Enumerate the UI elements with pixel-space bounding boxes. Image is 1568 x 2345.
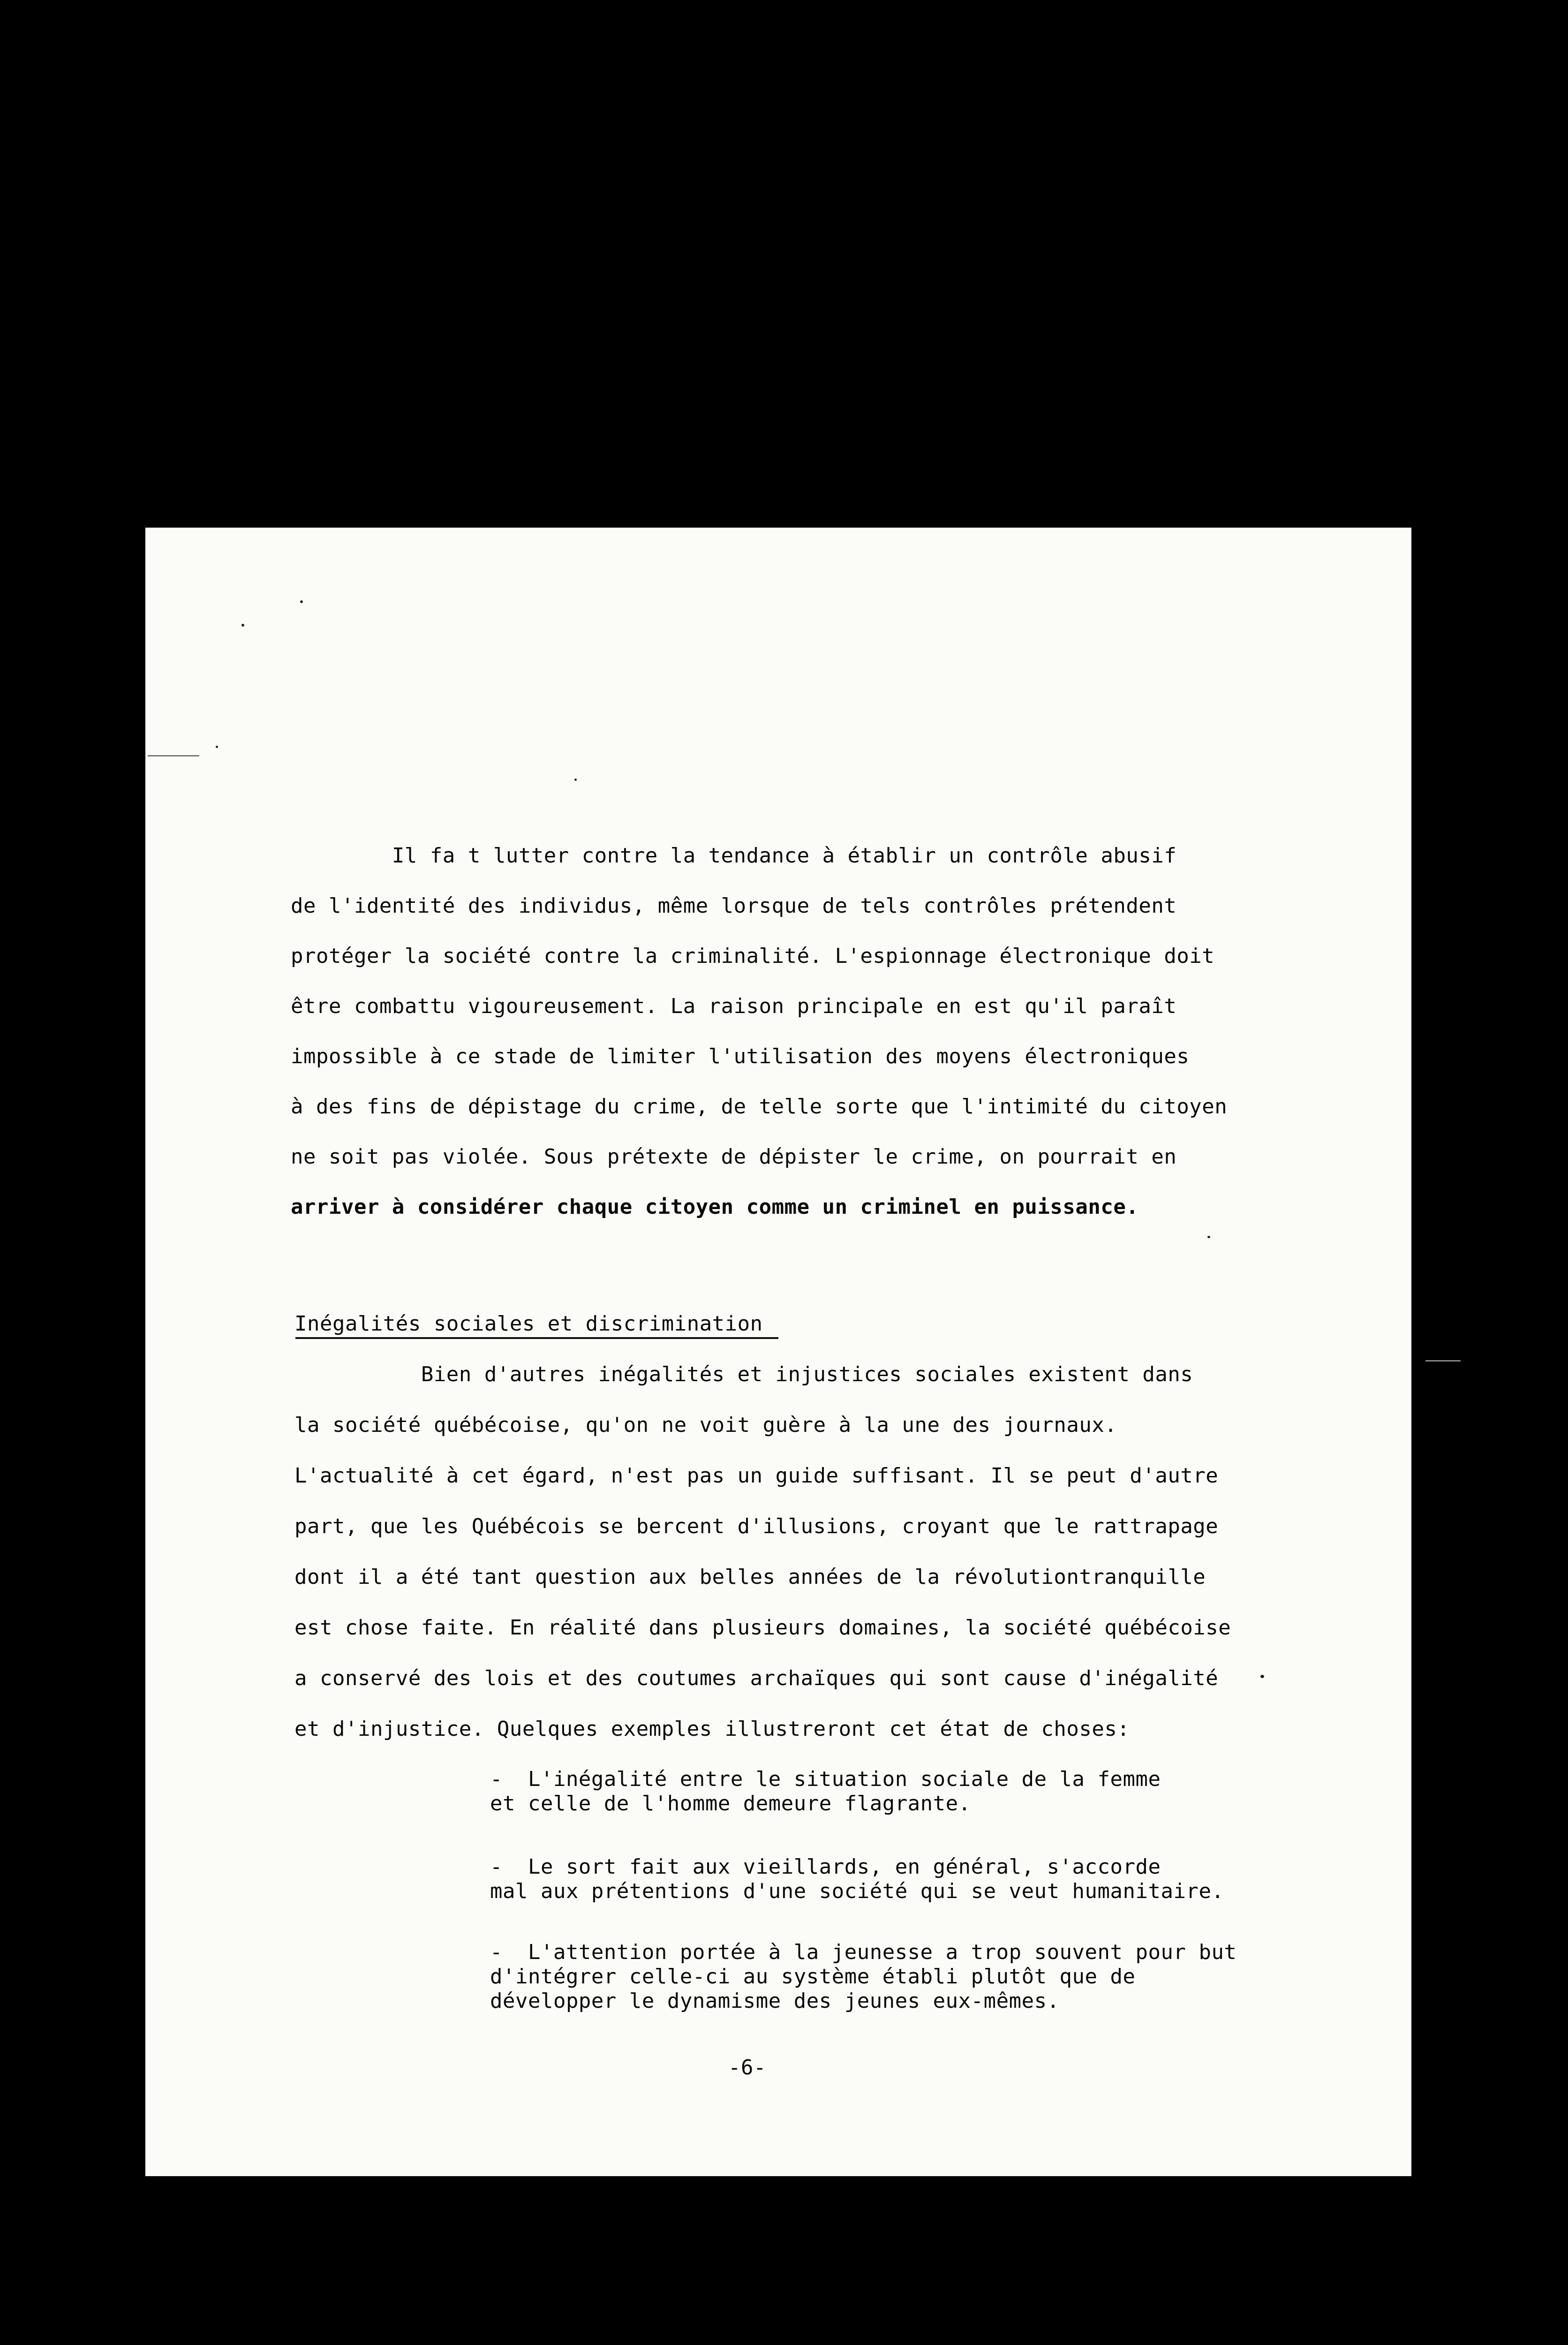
bullet-line: - L'attention portée à la jeunesse a trop souvent pour but — [490, 1940, 1237, 1964]
speck — [1260, 1675, 1264, 1678]
bullet-line: développer le dynamisme des jeunes eux-mêmes. — [490, 1989, 1060, 2013]
text-line: L'actualité à cet égard, n'est pas un guide suffisant. Il se peut d'autre — [294, 1464, 1219, 1488]
bullet-line: et celle de l'homme demeure flagrante. — [490, 1792, 971, 1815]
text-line: arriver à considérer chaque citoyen comme un criminel en puissance. — [291, 1195, 1139, 1219]
text-line: à des fins de dépistage du crime, de telle sorte que l'intimité du citoyen — [291, 1095, 1228, 1119]
text-line: impossible à ce stade de limiter l'utilisation des moyens électroniques — [291, 1044, 1190, 1068]
text-line: de l'identité des individus, même lorsque de tels contrôles prétendent — [291, 894, 1177, 918]
text-line: dont il a été tant question aux belles années de la révolutiontranquille — [294, 1565, 1206, 1589]
speck — [216, 746, 218, 748]
document-page — [145, 528, 1411, 2176]
speck — [574, 779, 577, 781]
edge-mark — [148, 755, 199, 756]
edge-mark — [1425, 1360, 1461, 1362]
bullet-line: mal aux prétentions d'une société qui se veut humanitaire. — [490, 1879, 1224, 1903]
speck — [1207, 1236, 1210, 1238]
speck — [300, 600, 303, 603]
text-line: est chose faite. En réalité dans plusieurs domaines, la société québécoise — [294, 1616, 1231, 1640]
text-line: la société québécoise, qu'on ne voit guère à la une des journaux. — [294, 1413, 1117, 1437]
bullet-line: d'intégrer celle-ci au système établi plutôt que de — [490, 1965, 1136, 1989]
bullet-line: - L'inégalité entre le situation sociale de la femme — [490, 1767, 1161, 1791]
section-heading: Inégalités sociales et discrimination — [294, 1312, 763, 1336]
speck — [241, 624, 244, 627]
page-number: -6- — [728, 2056, 766, 2080]
heading-underline — [295, 1337, 778, 1339]
text-line: Bien d'autres inégalités et injustices sociales existent dans — [294, 1362, 1193, 1386]
text-line: ne soit pas violée. Sous prétexte de dépister le crime, on pourrait en — [291, 1145, 1177, 1169]
text-line: et d'injustice. Quelques exemples illustreront cet état de choses: — [294, 1717, 1130, 1741]
text-line: a conservé des lois et des coutumes archaïques qui sont cause d'inégalité — [294, 1666, 1219, 1690]
text-line: part, que les Québécois se bercent d'illusions, croyant que le rattrapage — [294, 1514, 1219, 1538]
text-line: protéger la société contre la criminalité. L'espionnage électronique doit — [291, 944, 1215, 968]
bullet-line: - Le sort fait aux vieillards, en général, s'accorde — [490, 1855, 1161, 1879]
text-line: Il fa t lutter contre la tendance à établir un contrôle abusif — [291, 844, 1177, 868]
text-line: être combattu vigoureusement. La raison principale en est qu'il paraît — [291, 994, 1177, 1018]
